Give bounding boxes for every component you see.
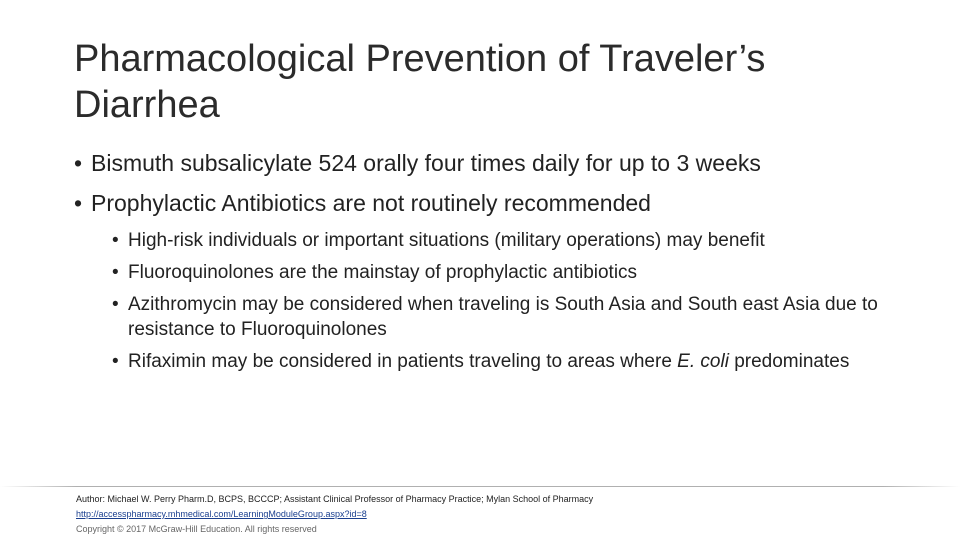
footer [76,492,593,537]
bullet-dot: • [112,294,119,315]
sub-bullet-list [112,228,904,374]
slide-title: Pharmacological Prevention of Traveler’s Diarrhea [74,38,766,126]
sub-bullet-item [112,260,904,285]
sub-bullet-text: High-risk individuals or important situations (military operations) may benefit [128,230,765,251]
sub-bullet-item [112,349,904,374]
bullet-dot: • [112,230,119,251]
bullet-text: Prophylactic Antibiotics are not routinely recommended [91,190,651,216]
bullet-dot: • [112,262,119,283]
bullet-list [74,150,904,381]
bullet-item [74,150,904,176]
source-link[interactable]: http://accesspharmacy.mhmedical.com/LearningModuleGroup.aspx?id=8 [76,509,367,519]
bullet-dot: • [74,190,83,216]
copyright: Copyright © 2017 McGraw-Hill Education. All rights reserved [76,524,317,534]
text-segment: Rifaximin may be considered in patients traveling to areas where [128,351,678,372]
text-segment: predominates [728,351,850,372]
sub-bullet-item [112,228,904,253]
sub-bullet-text: Azithromycin may be considered when traveling is South Asia and South east Asia due to resistance to Fluoroquinolones [128,294,878,340]
bullet-dot: • [112,351,119,372]
footer-divider [0,486,960,487]
sub-bullet-item [112,292,904,342]
sub-bullet-text [128,351,849,372]
organism-name: E. coli [677,351,729,372]
bullet-text: Bismuth subsalicylate 524 orally four times daily for up to 3 weeks [91,150,761,176]
sub-bullet-text: Fluoroquinolones are the mainstay of prophylactic antibiotics [128,262,638,283]
footer-author: Author: Michael W. Perry Pharm.D, BCPS, BCCCP; Assistant Clinical Professor of Pharmacy Practice; Mylan School of Pharmacy [76,494,594,504]
bullet-dot: • [74,150,83,176]
bullet-item [74,190,904,216]
